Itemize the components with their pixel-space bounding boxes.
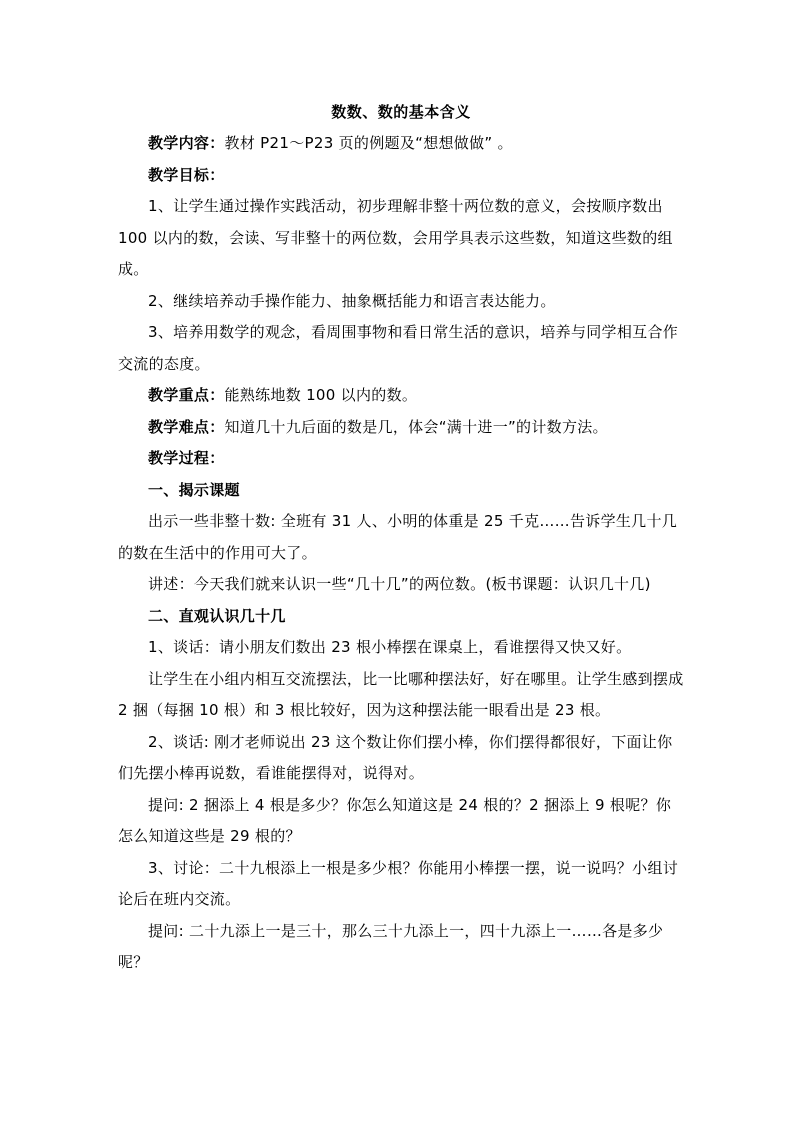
section-paragraph: 讲述：今天我们就来认识一些“几十几”的两位数。(板书课题：认识几十几) bbox=[148, 575, 651, 593]
teaching-difficulty-label: 教学难点： bbox=[148, 417, 225, 436]
teaching-difficulty bbox=[118, 412, 684, 444]
section-paragraph: 3、讨论：二十九根添上一根是多少根？你能用小棒摆一摆，说一说吗？小组讨论后在班内交流。 bbox=[118, 858, 679, 908]
section-heading: 一、揭示课题 bbox=[148, 480, 240, 499]
teaching-keypoint bbox=[118, 380, 684, 412]
section-paragraph: 出示一些非整十数: 全班有 31 人、小明的体重是 25 千克……告诉学生几十几的数在生活中的作用可大了。 bbox=[118, 512, 678, 562]
goal-item: 3、培养用数学的观念，看周围事物和看日常生活的意识，培养与同学相互合作交流的态度。 bbox=[118, 323, 679, 373]
teaching-content-label: 教学内容： bbox=[148, 134, 225, 152]
document-title: 数数、数的基本含义 bbox=[331, 103, 471, 121]
section-paragraph: 提问: 二十九添上一是三十，那么三十九添上一，四十九添上一……各是多少呢？ bbox=[118, 921, 664, 971]
goal-item: 2、继续培养动手操作能力、抽象概括能力和语言表达能力。 bbox=[148, 291, 556, 310]
goal-item: 1、让学生通过操作实践活动，初步理解非整十两位数的意义，会按顺序数出 100 以内的数，会读、写非整十的两位数，会用学具表示这些数，知道这些数的组成。 bbox=[118, 197, 673, 278]
section-paragraph: 2、谈话: 刚才老师说出 23 这个数让你们摆小棒，你们摆得都很好，下面让你们先摆小棒再说数，看谁能摆得对，说得对。 bbox=[118, 732, 673, 782]
section-heading: 二、直观认识几十几 bbox=[148, 606, 286, 625]
section-paragraph: 1、谈话：请小朋友们数出 23 根小棒摆在课桌上，看谁摆得又快又好。 bbox=[148, 638, 632, 656]
teaching-keypoint-text: 能熟练地数 100 以内的数。 bbox=[224, 386, 418, 404]
document-page bbox=[118, 96, 684, 979]
section-paragraph: 让学生在小组内相互交流摆法，比一比哪种摆法好，好在哪里。让学生感到摆成 2 捆（每捆 10 根）和 3 根比较好，因为这种摆法能一眼看出是 23 根。 bbox=[118, 669, 684, 719]
teaching-content bbox=[118, 128, 684, 160]
teaching-goals-heading: 教学目标： bbox=[148, 165, 225, 184]
teaching-process-heading: 教学过程： bbox=[148, 449, 225, 467]
teaching-difficulty-text: 知道几十九后面的数是几，体会“满十进一”的计数方法。 bbox=[224, 417, 608, 436]
teaching-content-text: 教材 P21～P23 页的例题及“想想做做” 。 bbox=[224, 134, 513, 152]
section-paragraph: 提问: 2 捆添上 4 根是多少？你怎么知道这是 24 根的？2 捆添上 9 根呢？你怎么知道这些是 29 根的？ bbox=[118, 795, 672, 845]
teaching-keypoint-label: 教学重点： bbox=[148, 386, 225, 404]
